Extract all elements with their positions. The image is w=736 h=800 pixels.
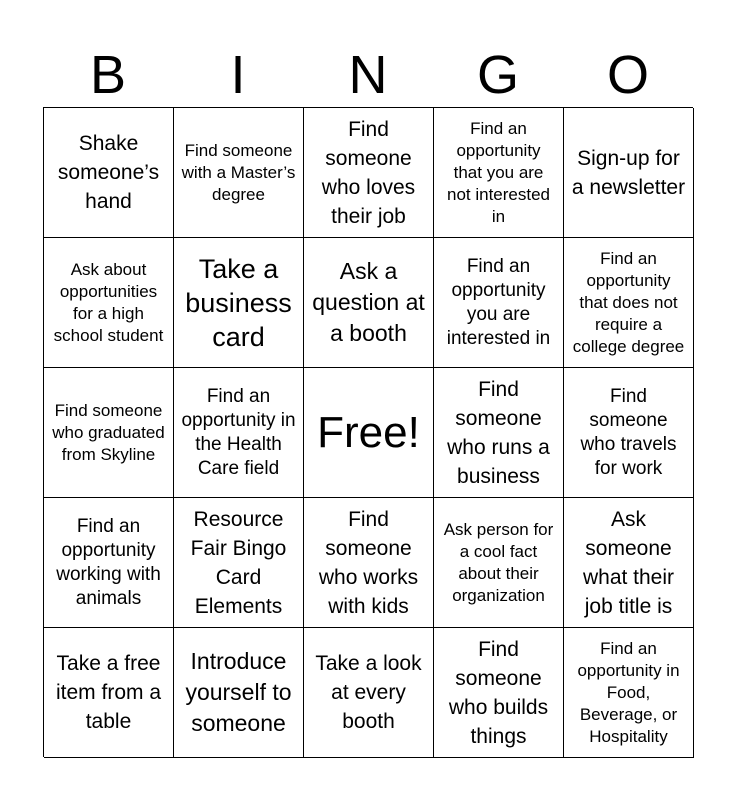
header-letter-g: G (476, 45, 519, 105)
bingo-cell[interactable]: Take a business card (174, 238, 304, 368)
bingo-cell[interactable]: Take a free item from a table (44, 628, 174, 758)
bingo-cell[interactable]: Find someone who loves their job (304, 108, 434, 238)
bingo-cell[interactable]: Find an opportunity in Food, Beverage, or Hospitality (564, 628, 694, 758)
bingo-cell[interactable]: Find someone who graduated from Skyline (44, 368, 174, 498)
bingo-cell[interactable]: Find someone who travels for work (564, 368, 694, 498)
bingo-cell[interactable]: Resource Fair Bingo Card Elements (174, 498, 304, 628)
bingo-cell[interactable]: Find someone who runs a business (434, 368, 564, 498)
header-letter-i: I (230, 45, 246, 105)
bingo-cell[interactable]: Find an opportunity that does not require a college degree (564, 238, 694, 368)
bingo-cell[interactable]: Ask person for a cool fact about their organization (434, 498, 564, 628)
bingo-cell[interactable]: Find an opportunity working with animals (44, 498, 174, 628)
bingo-cell[interactable]: Find someone who works with kids (304, 498, 434, 628)
header-letter-o: O (606, 45, 649, 105)
bingo-cell[interactable]: Take a look at every booth (304, 628, 434, 758)
bingo-cell[interactable]: Find an opportunity that you are not interested in (434, 108, 564, 238)
bingo-cell[interactable]: Find an opportunity you are interested in (434, 238, 564, 368)
bingo-cell[interactable]: Ask a question at a booth (304, 238, 434, 368)
bingo-cell[interactable]: Ask someone what their job title is (564, 498, 694, 628)
bingo-cell[interactable]: Find an opportunity in the Health Care field (174, 368, 304, 498)
bingo-cell[interactable]: Introduce yourself to someone (174, 628, 304, 758)
bingo-header (43, 46, 693, 104)
header-letter-n: N (348, 45, 388, 105)
bingo-cell[interactable]: Ask about opportunities for a high school student (44, 238, 174, 368)
bingo-cell[interactable]: Find someone with a Master’s degree (174, 108, 304, 238)
bingo-cell[interactable]: Shake someone’s hand (44, 108, 174, 238)
bingo-cell[interactable]: Find someone who builds things (434, 628, 564, 758)
header-letter-b: B (89, 45, 127, 105)
bingo-cell[interactable]: Sign-up for a newsletter (564, 108, 694, 238)
free-space[interactable]: Free! (304, 368, 434, 498)
bingo-grid (43, 107, 693, 757)
